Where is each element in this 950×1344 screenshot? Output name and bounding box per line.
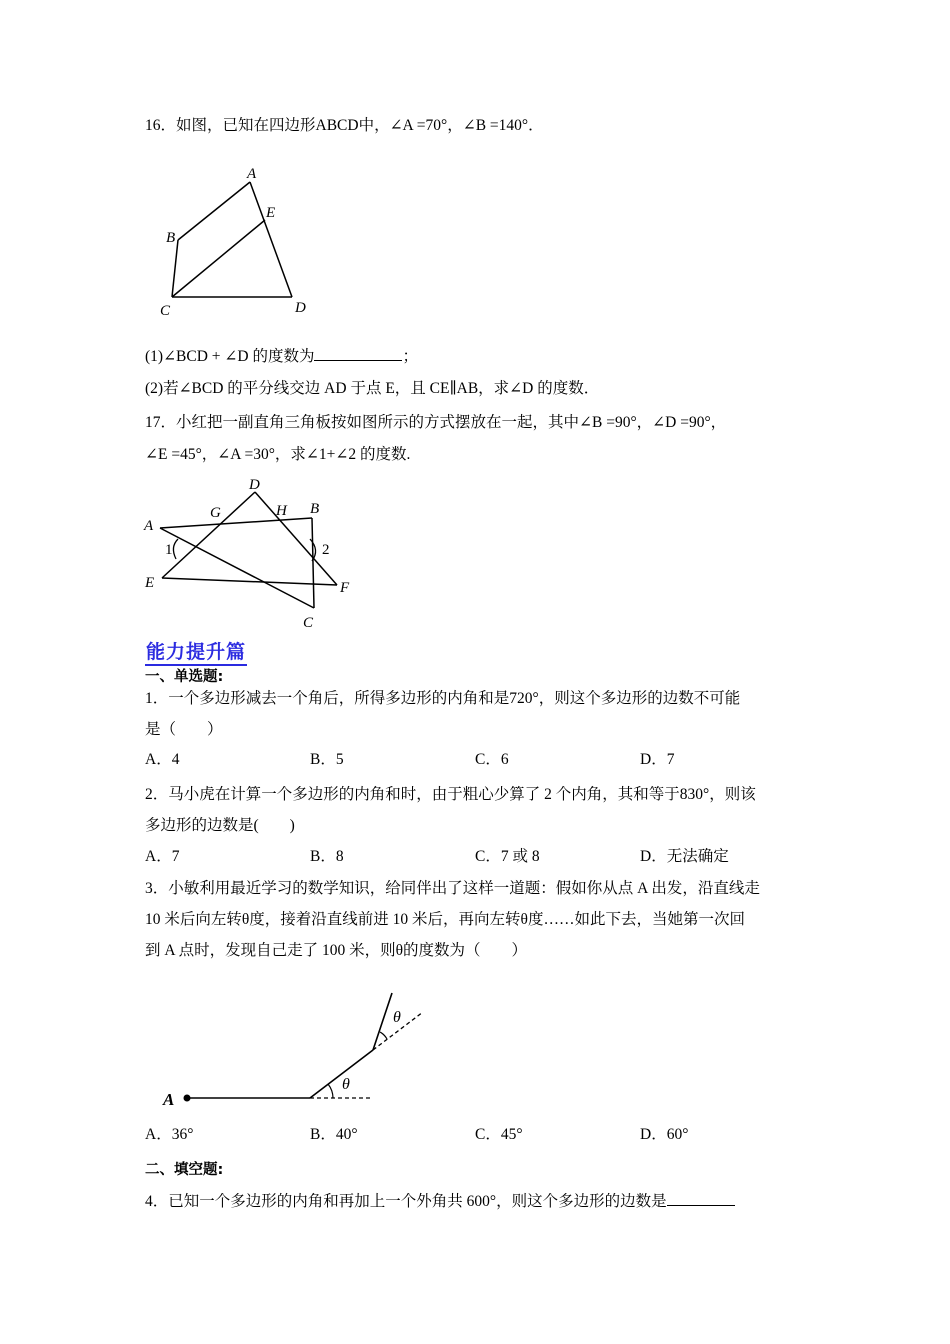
p2-option-d[interactable]: D．无法确定	[640, 848, 729, 865]
sub-heading-single-choice: 一、单选题:	[145, 669, 224, 685]
label-d: D	[295, 300, 306, 316]
label-theta-2: θ	[393, 1009, 401, 1026]
sub-heading-fill-in: 二、填空题:	[145, 1162, 224, 1178]
p1-option-d[interactable]: D．7	[640, 751, 675, 768]
p3-option-c[interactable]: C．45°	[475, 1126, 523, 1143]
label-e: E	[145, 575, 155, 591]
p2-line1: 2．马小虎在计算一个多边形的内角和时，由于粗心少算了 2 个内角，其和等于830°，则该	[145, 786, 756, 803]
label-a: A	[163, 1090, 175, 1109]
edge-bc	[312, 518, 314, 608]
answer-blank[interactable]	[667, 1190, 735, 1206]
theta-arc-2	[380, 1032, 387, 1039]
edge-ab	[160, 518, 312, 528]
p3-option-a[interactable]: A．36°	[145, 1126, 194, 1143]
p4-text: 4．已知一个多边形的内角和再加上一个外角共 600°，则这个多边形的边数是	[145, 1193, 667, 1210]
p3-line2: 10 米后向左转θ度，接着沿直线前进 10 米后，再向左转θ度……如此下去，当她第一次回	[145, 911, 745, 928]
label-2: 2	[322, 542, 330, 558]
q16-part1-end: ；	[402, 348, 418, 365]
label-a: A	[247, 166, 257, 182]
label-a: A	[144, 518, 154, 534]
label-h: H	[276, 503, 287, 519]
label-d: D	[249, 477, 260, 493]
p2-line2: 多边形的边数是( )	[145, 817, 295, 834]
edge-ac	[160, 528, 314, 608]
label-e: E	[266, 205, 276, 221]
edge-ad	[250, 182, 292, 297]
p3-figure	[155, 985, 435, 1115]
p2-option-b[interactable]: B．8	[310, 848, 344, 865]
q16-stem: 16．如图，已知在四边形ABCD中，∠A =70°，∠B =140°．	[145, 117, 544, 134]
p3-line3: 到 A 点时，发现自己走了 100 米，则θ的度数为（ ）	[145, 942, 528, 959]
edge-bc	[172, 240, 178, 297]
q16-figure	[150, 160, 320, 325]
p1-option-a[interactable]: A．4	[145, 751, 180, 768]
p2-option-a[interactable]: A．7	[145, 848, 180, 865]
edge-de	[162, 492, 255, 578]
p4-line	[145, 1190, 735, 1213]
label-b: B	[310, 501, 320, 517]
edge-ce	[172, 220, 265, 297]
p1-option-c[interactable]: C．6	[475, 751, 509, 768]
label-b: B	[166, 230, 176, 246]
q16-part1-text: (1)∠BCD + ∠D 的度数为	[145, 348, 315, 365]
edge-ef	[162, 578, 337, 585]
edge-ab	[178, 182, 250, 240]
path-segment-3	[373, 993, 392, 1050]
p2-option-c[interactable]: C．7 或 8	[475, 848, 540, 865]
label-c: C	[303, 615, 314, 631]
p3-option-b[interactable]: B．40°	[310, 1126, 358, 1143]
q17-line1: 17．小红把一副直角三角板按如图所示的方式摆放在一起，其中∠B =90°，∠D =90°，	[145, 414, 727, 431]
label-theta-1: θ	[342, 1076, 350, 1093]
label-f: F	[340, 580, 350, 596]
p3-line1: 3．小敏利用最近学习的数学知识，给同伴出了这样一道题：假如你从点 A 出发，沿直线走	[145, 880, 760, 897]
angle-1-arc	[173, 539, 178, 559]
p3-option-d[interactable]: D．60°	[640, 1126, 689, 1143]
label-1: 1	[165, 542, 173, 558]
section-title: 能力提升篇	[145, 640, 247, 666]
p1-line2: 是（ ）	[145, 721, 223, 738]
p1-line1: 1．一个多边形减去一个角后，所得多边形的内角和是720°，则这个多边形的边数不可能	[145, 690, 741, 707]
q16-part1	[145, 345, 418, 368]
q17-figure	[140, 475, 360, 635]
q16-part2: (2)若∠BCD 的平分线交边 AD 于点 E，且 CE∥AB，求∠D 的度数．	[145, 380, 600, 397]
label-c: C	[160, 303, 171, 319]
theta-arc-1	[328, 1084, 333, 1098]
answer-blank[interactable]	[314, 345, 402, 361]
edge-df	[255, 492, 337, 585]
label-g: G	[210, 505, 221, 521]
p1-option-b[interactable]: B．5	[310, 751, 344, 768]
q17-line2: ∠E =45°，∠A =30°，求∠1+∠2 的度数.	[145, 446, 411, 463]
